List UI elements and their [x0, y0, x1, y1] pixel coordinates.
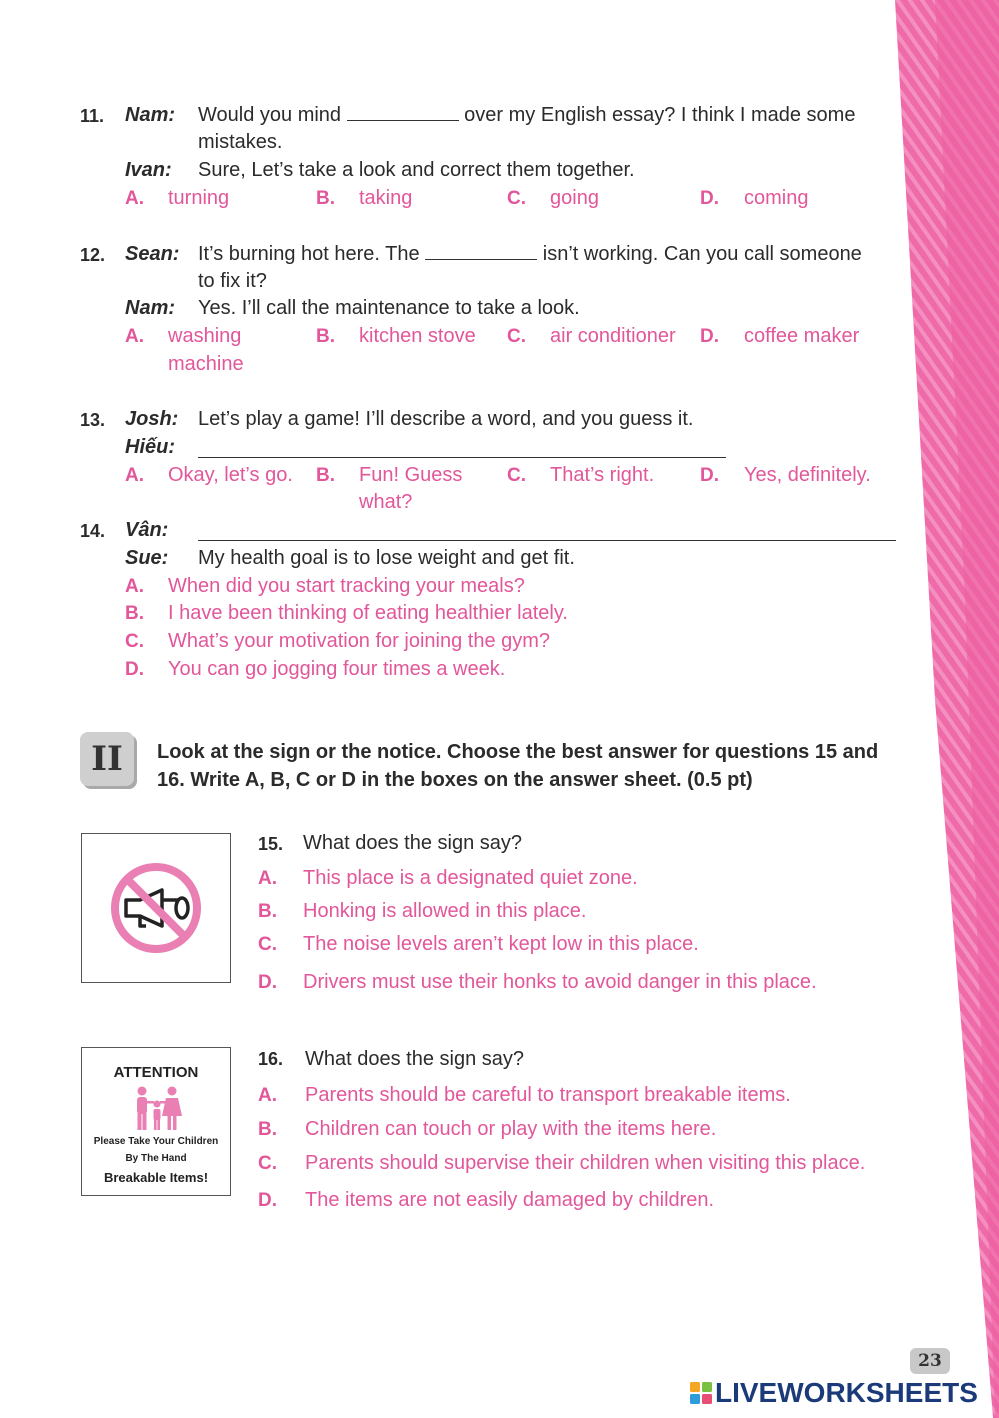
- dialogue-line: Sure, Let’s take a look and correct them together.: [198, 159, 635, 181]
- option-letter[interactable]: A.: [258, 1085, 277, 1106]
- answer-line[interactable]: [198, 540, 896, 541]
- option-text[interactable]: Parents should be careful to transport breakable items.: [305, 1084, 791, 1106]
- option-text[interactable]: Yes, definitely.: [744, 464, 871, 486]
- dialogue-line: mistakes.: [198, 131, 283, 153]
- option-letter[interactable]: A.: [125, 326, 144, 347]
- option-letter[interactable]: B.: [316, 326, 335, 347]
- speaker-name: Sean:: [125, 243, 180, 265]
- option-text[interactable]: Children can touch or play with the items here.: [305, 1118, 717, 1140]
- option-text[interactable]: Drivers must use their honks to avoid danger in this place.: [303, 971, 817, 993]
- attention-sign: [81, 1047, 231, 1196]
- option-letter[interactable]: B.: [258, 901, 277, 922]
- liveworksheets-logo[interactable]: [690, 1376, 978, 1410]
- section-badge: II: [80, 732, 134, 786]
- dialogue-line: It’s burning hot here. The isn’t working. Can you call someone: [198, 243, 862, 265]
- question-prompt: What does the sign say?: [303, 832, 523, 854]
- instruction-line: 16. Write A, B, C or D in the boxes on the answer sheet. (0.5 pt): [157, 769, 753, 791]
- family-icon: [130, 1086, 184, 1132]
- option-letter[interactable]: B.: [316, 188, 335, 209]
- speaker-name: Sue:: [125, 547, 169, 569]
- option-text[interactable]: coming: [744, 187, 809, 209]
- option-text[interactable]: kitchen stove: [359, 325, 476, 347]
- option-text[interactable]: The items are not easily damaged by children.: [305, 1189, 715, 1211]
- section-instruction: [157, 738, 917, 794]
- answer-blank[interactable]: [425, 259, 537, 260]
- option-letter[interactable]: D.: [700, 326, 719, 347]
- dialogue-line: Yes. I’ll call the maintenance to take a look.: [198, 297, 580, 319]
- option-letter[interactable]: C.: [507, 326, 526, 347]
- option-text[interactable]: Okay, let’s go.: [168, 464, 293, 486]
- question-number: 14.: [80, 521, 106, 541]
- question-number: 15.: [258, 834, 284, 854]
- option-text[interactable]: I have been thinking of eating healthier lately.: [168, 602, 568, 624]
- speaker-name: Nam:: [125, 297, 176, 319]
- sign-line: Breakable Items!: [103, 1170, 209, 1185]
- option-text[interactable]: Parents should supervise their children when visiting this place.: [305, 1152, 866, 1174]
- speaker-name: Nam:: [125, 104, 176, 126]
- option-text[interactable]: Honking is allowed in this place.: [303, 900, 587, 922]
- option-letter[interactable]: A.: [125, 576, 144, 597]
- option-text[interactable]: The noise levels aren’t kept low in this place.: [303, 933, 699, 955]
- sign-title: ATTENTION: [113, 1064, 199, 1081]
- option-letter[interactable]: B.: [316, 465, 335, 486]
- answer-blank[interactable]: [347, 120, 459, 121]
- option-text[interactable]: machine: [168, 353, 244, 375]
- option-text[interactable]: Fun! Guess: [359, 464, 463, 486]
- option-text[interactable]: When did you start tracking your meals?: [168, 575, 525, 597]
- question-prompt: What does the sign say?: [305, 1048, 525, 1070]
- option-letter[interactable]: D.: [125, 659, 144, 680]
- option-text[interactable]: You can go jogging four times a week.: [168, 658, 506, 680]
- option-text[interactable]: coffee maker: [744, 325, 860, 347]
- liveworksheets-logo-icon: [690, 1382, 712, 1404]
- option-text[interactable]: turning: [168, 187, 230, 209]
- option-letter[interactable]: C.: [507, 188, 526, 209]
- speaker-name: Ivan:: [125, 159, 172, 181]
- dialogue-line: to fix it?: [198, 270, 267, 292]
- option-letter[interactable]: B.: [258, 1119, 277, 1140]
- decorative-side-band: [895, 0, 999, 1418]
- option-text[interactable]: What’s your motivation for joining the gym?: [168, 630, 551, 652]
- option-letter[interactable]: D.: [258, 972, 277, 993]
- option-letter[interactable]: C.: [125, 631, 144, 652]
- no-horn-sign-icon: [82, 834, 230, 982]
- option-text[interactable]: This place is a designated quiet zone.: [303, 867, 638, 889]
- option-letter[interactable]: A.: [125, 465, 144, 486]
- option-letter[interactable]: C.: [507, 465, 526, 486]
- question-number: 16.: [258, 1049, 284, 1069]
- option-letter[interactable]: C.: [258, 934, 277, 955]
- option-text[interactable]: washing: [168, 325, 242, 347]
- question-number: 12.: [80, 245, 106, 265]
- question-number: 11.: [80, 106, 105, 126]
- option-letter[interactable]: D.: [258, 1190, 277, 1211]
- answer-line[interactable]: [198, 457, 726, 458]
- option-text[interactable]: taking: [359, 187, 413, 209]
- option-letter[interactable]: A.: [258, 868, 277, 889]
- speaker-name: Josh:: [125, 408, 179, 430]
- option-text[interactable]: going: [550, 187, 599, 209]
- option-text[interactable]: air conditioner: [550, 325, 676, 347]
- brand-name: LIVEWORKSHEETS: [715, 1377, 978, 1408]
- option-letter[interactable]: C.: [258, 1153, 277, 1174]
- page-number: 23: [910, 1348, 950, 1374]
- dialogue-line: Let’s play a game! I’ll describe a word, and you guess it.: [198, 408, 694, 430]
- sign-line: By The Hand: [125, 1153, 187, 1164]
- option-letter[interactable]: D.: [700, 188, 719, 209]
- instruction-line: Look at the sign or the notice. Choose the best answer for questions 15 and: [157, 741, 879, 763]
- option-text[interactable]: That’s right.: [550, 464, 655, 486]
- option-letter[interactable]: D.: [700, 465, 719, 486]
- question-number: 13.: [80, 410, 106, 430]
- option-letter[interactable]: B.: [125, 603, 144, 624]
- option-letter[interactable]: A.: [125, 188, 144, 209]
- sign-line: Please Take Your Children: [93, 1136, 219, 1147]
- dialogue-line: My health goal is to lose weight and get fit.: [198, 547, 575, 569]
- speaker-name: Hiếu:: [125, 436, 175, 458]
- option-text[interactable]: what?: [359, 491, 413, 513]
- no-horn-sign: [81, 833, 231, 983]
- speaker-name: Vân:: [125, 519, 169, 541]
- dialogue-line: Would you mind over my English essay? I think I made some: [198, 104, 856, 126]
